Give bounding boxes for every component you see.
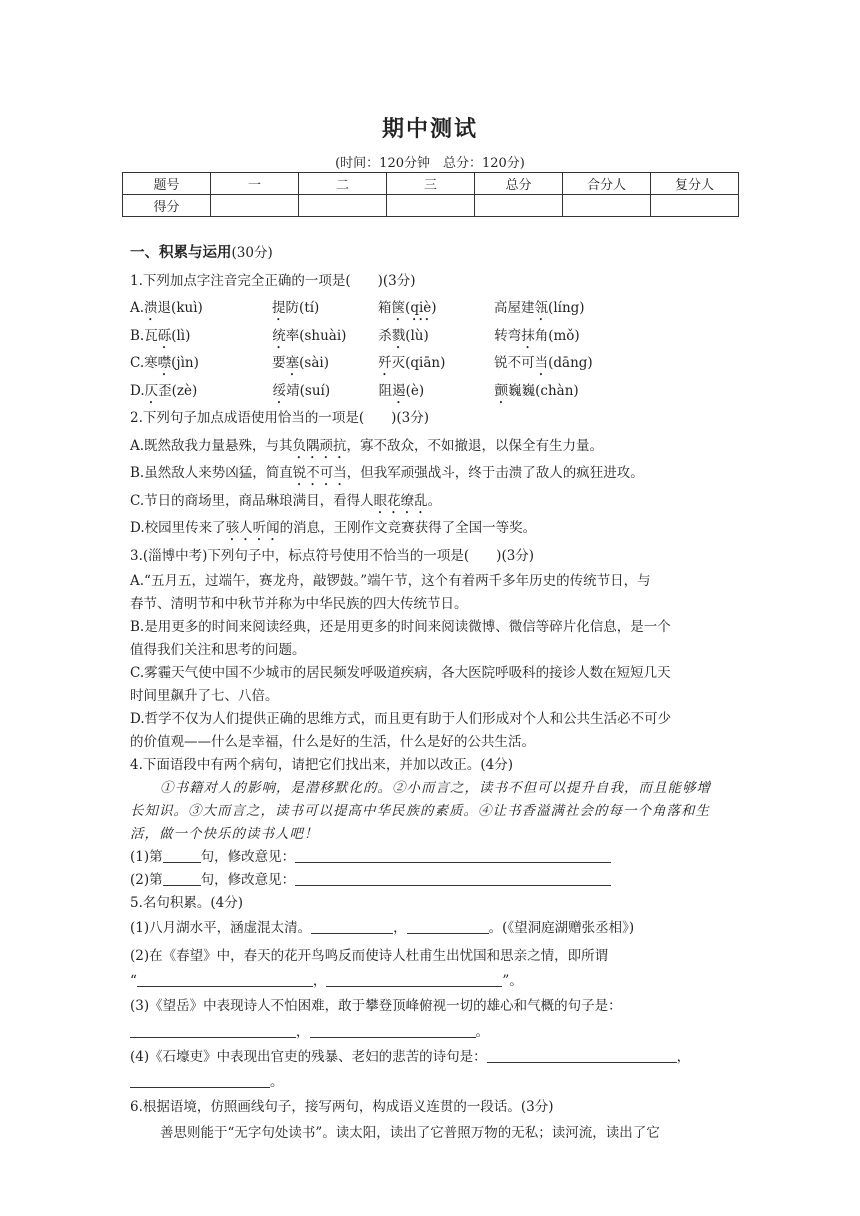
- question-2-option-c: C.节日的商场里，商品琳琅满目，看得人眼花缭乱。: [130, 492, 442, 509]
- answer-blank[interactable]: [487, 1046, 677, 1063]
- answer-blank[interactable]: [295, 869, 611, 886]
- question-6-passage: 善思则能于“无字句处读书”。读太阳，读出了它普照万物的无私；读河流，读出了它: [160, 1124, 660, 1141]
- answer-blank[interactable]: [295, 846, 611, 863]
- question-2-stem: 2.下列句子加点成语使用恰当的一项是( )(3分): [130, 410, 430, 426]
- score-table-header: 合分人: [563, 173, 651, 195]
- score-cell[interactable]: [563, 195, 651, 217]
- question-1-stem: 1.下列加点字注音完全正确的一项是( )(3分): [130, 272, 416, 289]
- question-6-stem: 6.根据语境，仿照画线句子，接写两句，构成语义连贯的一段话。(3分): [130, 1099, 554, 1115]
- answer-blank[interactable]: [326, 970, 502, 987]
- answer-blank[interactable]: [130, 1071, 270, 1088]
- question-5-item-4: (4)《石壕吏》中表现出官吏的残暴、老妇的悲苦的诗句是： ，: [130, 1044, 734, 1072]
- question-2-option-d: D.校园里传来了骇人听闻的消息，王刚作文竞赛获得了全国一等奖。: [130, 520, 537, 536]
- score-row-label: 得分: [123, 195, 211, 217]
- answer-blank[interactable]: [311, 917, 393, 934]
- question-5-item-1: (1)八月湖水平，涵虚混太清。 ， 。(《望洞庭湖赠张丞相》): [130, 915, 734, 943]
- score-table-header: 三: [387, 173, 475, 195]
- question-4-passage-cont: 活，做一个快乐的读书人吧！: [130, 826, 319, 842]
- question-5-stem: 5.名句积累。(4分): [130, 895, 244, 911]
- answer-blank[interactable]: [310, 1021, 476, 1038]
- question-4-passage-cont: 长知识。③大而言之，读书可以提高中华民族的素质。④让书香溢满社会的每一个角落和生: [130, 803, 710, 819]
- exam-info: (时间：120分钟 总分：120分): [335, 156, 525, 171]
- answer-blank[interactable]: [137, 970, 313, 987]
- question-3-option-a: A.“五月五，过端午，赛龙舟，敲锣鼓。”端午节，这个有着两千多年历史的传统节日，与: [130, 573, 651, 589]
- question-3-option-b: B.是用更多的时间来阅读经典，还是用更多的时间来阅读微博、微信等碎片化信息，是一个: [130, 619, 671, 635]
- answer-blank[interactable]: [407, 917, 489, 934]
- answer-blank[interactable]: [130, 1021, 296, 1038]
- score-table: [122, 172, 739, 217]
- question-2-option-a: A.既然敌我力量悬殊，与其负隅顽抗，寡不敌众，不如撤退，以保全有生力量。: [130, 437, 604, 454]
- score-cell[interactable]: [299, 195, 387, 217]
- score-cell[interactable]: [211, 195, 299, 217]
- question-2-option-b: B.虽然敌人来势凶猛，简直锐不可当，但我军顽强战斗，终于击溃了敌人的疯狂进攻。: [130, 465, 644, 481]
- score-cell[interactable]: [651, 195, 739, 217]
- score-cell[interactable]: [475, 195, 563, 217]
- score-table-header: 一: [211, 173, 299, 195]
- score-table-header-row: [123, 173, 739, 195]
- question-5-item-2-cont: “ ， ”。: [130, 970, 734, 993]
- question-3-stem: 3.(淄博中考)下列句子中，标点符号使用不恰当的一项是( )(3分): [130, 547, 535, 564]
- question-1-option-a: A.溃退(kuì) 提防(tí) 箱箧(qiè) 高屋建瓴(líng): [130, 300, 585, 316]
- answer-blank[interactable]: [163, 869, 201, 886]
- score-table-header: 二: [299, 173, 387, 195]
- section-heading: 一、积累与运用(30分): [130, 245, 273, 261]
- score-table-header: 总分: [475, 173, 563, 195]
- question-5-item-4-cont: 。: [130, 1071, 734, 1094]
- question-4-answer-2: (2)第 句，修改意见：: [130, 869, 734, 892]
- page-title: 期中测试: [381, 117, 478, 142]
- score-table-header: 题号: [123, 173, 211, 195]
- question-3-option-a-cont: 春节、清明节和中秋节并称为中华民族的四大传统节日。: [130, 596, 468, 612]
- question-4-stem: 4.下面语段中有两个病句，请把它们找出来，并加以改正。(4分): [130, 757, 514, 773]
- question-1-option-b: B.瓦砾(lì) 统率(shuài) 杀戮(lù) 转弯抹角(mǒ): [130, 327, 580, 344]
- question-1-option-d: D.仄歪(zè) 绥靖(suí) 阻遏(è) 颤巍巍(chàn): [130, 382, 579, 399]
- question-5-item-2: (2)在《春望》中，春天的花开鸟鸣反而使诗人杜甫生出忧国和思亲之情，即所谓: [130, 947, 609, 964]
- question-5-item-3: (3)《望岳》中表现诗人不怕困难，敢于攀登顶峰俯视一切的雄心和气概的句子是：: [130, 998, 622, 1014]
- score-table-header: 复分人: [651, 173, 739, 195]
- question-3-option-c: C.雾霾天气使中国不少城市的居民频发呼吸道疾病，各大医院呼吸科的接诊人数在短短几天: [130, 665, 671, 681]
- question-3-option-d-cont: 的价值观——什么是幸福，什么是好的生活，什么是好的公共生活。: [130, 734, 535, 750]
- score-cell[interactable]: [387, 195, 475, 217]
- question-5-item-3-cont: ， 。: [130, 1021, 734, 1044]
- question-3-option-d: D.哲学不仅为人们提供正确的思维方式，而且更有助于人们形成对个人和公共生活必不可少: [130, 711, 672, 727]
- score-table-row: [123, 195, 739, 217]
- question-3-option-c-cont: 时间里飙升了七、八倍。: [130, 688, 279, 704]
- question-1-option-c: C.寒噤(jìn) 要塞(sài) 歼灭(qiān) 锐不可当(dāng): [130, 355, 593, 371]
- exam-content: [130, 240, 734, 1145]
- question-3-option-b-cont: 值得我们关注和思考的问题。: [130, 642, 306, 658]
- question-4-passage: ①书籍对人的影响，是潜移默化的。②小而言之，读书不但可以提升自我，而且能够增: [160, 780, 711, 796]
- answer-blank[interactable]: [163, 846, 201, 863]
- question-4-answer-1: (1)第 句，修改意见：: [130, 846, 734, 869]
